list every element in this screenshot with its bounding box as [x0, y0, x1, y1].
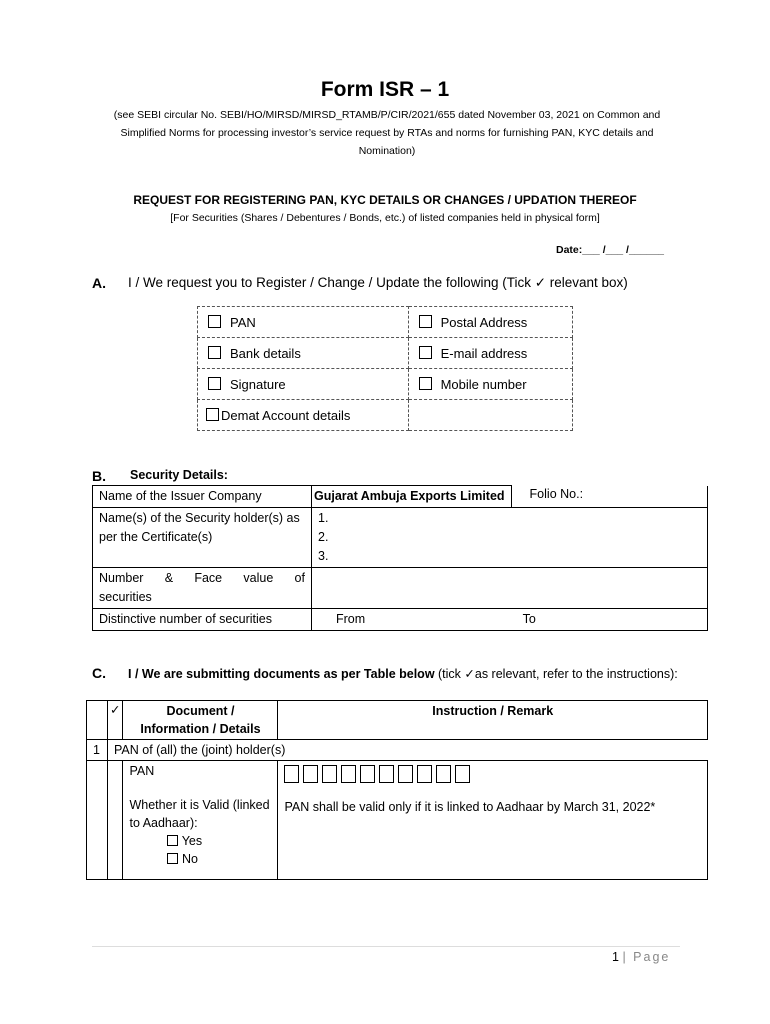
pan-label: PAN	[129, 764, 155, 778]
section-b-letter: B.	[92, 468, 106, 484]
row-blank-cell	[87, 761, 108, 880]
yes-option[interactable]: Yes	[129, 832, 271, 850]
option-empty-cell	[408, 400, 572, 431]
no-option[interactable]: No	[129, 850, 271, 868]
page-footer: 1 | Page	[612, 950, 671, 964]
pan-remark-text: PAN shall be valid only if it is linked to Aadhaar by March 31, 2022*	[284, 800, 656, 814]
checkbox-icon[interactable]	[208, 377, 221, 390]
pan-entry-boxes[interactable]	[284, 765, 701, 788]
option-bank-details[interactable]: Bank details	[198, 338, 409, 369]
folio-field[interactable]: Folio No.:	[511, 486, 707, 508]
remark-column-header: Instruction / Remark	[278, 701, 708, 740]
to-label: To	[522, 612, 536, 626]
section-a-text: I / We request you to Register / Change / Update the following (Tick ✓ relevant box)	[128, 275, 628, 290]
footer-divider	[92, 946, 680, 947]
document-column-header: Document / Information / Details	[123, 701, 278, 740]
checkbox-icon[interactable]	[208, 346, 221, 359]
checkbox-icon[interactable]	[167, 835, 178, 846]
checkbox-icon[interactable]	[167, 853, 178, 864]
valid-question: Whether it is Valid (linked to Aadhaar):	[129, 798, 270, 830]
option-pan[interactable]: PAN	[198, 307, 409, 338]
request-title: REQUEST FOR REGISTERING PAN, KYC DETAILS OR CHANGES / UPDATION THEREOF	[133, 193, 637, 207]
issuer-value[interactable]: Gujarat Ambuja Exports Limited	[312, 486, 512, 508]
option-mobile-number[interactable]: Mobile number	[408, 369, 572, 400]
pan-remark-cell	[278, 761, 708, 880]
documents-table	[86, 700, 708, 880]
holders-value[interactable]	[312, 508, 708, 568]
checkbox-icon[interactable]	[419, 346, 432, 359]
section-b-heading: Security Details:	[130, 468, 228, 482]
pan-details-cell	[123, 761, 278, 880]
row-number: 1	[87, 740, 108, 761]
form-title: Form ISR – 1	[320, 78, 450, 101]
section-c-text: I / We are submitting documents as per Table below (tick ✓as relevant, refer to the instructions):	[128, 667, 678, 681]
request-subtitle: [For Securities (Shares / Debentures / Bonds, etc.) of listed companies held in physical form]	[170, 212, 600, 224]
issuer-label: Name of the Issuer Company	[93, 486, 312, 508]
row-pan-holders-label: PAN of (all) the (joint) holder(s)	[108, 740, 708, 761]
pan-tick-cell[interactable]	[108, 761, 123, 880]
checkbox-icon[interactable]	[206, 408, 219, 421]
number-face-value-label: Number & Face value of securities	[93, 568, 312, 609]
checkbox-icon[interactable]	[419, 377, 432, 390]
option-postal-address[interactable]: Postal Address	[408, 307, 572, 338]
option-email-address[interactable]: E-mail address	[408, 338, 572, 369]
holder-1[interactable]: 1.	[318, 511, 329, 525]
number-face-value-input[interactable]	[312, 568, 708, 609]
holders-label: Name(s) of the Security holder(s) as per the Certificate(s)	[93, 508, 312, 568]
option-demat-account[interactable]: Demat Account details	[198, 400, 409, 431]
date-field[interactable]: Date:___ /___ /______	[556, 244, 664, 256]
tick-column-header: ✓	[108, 701, 123, 740]
holder-3[interactable]: 3.	[318, 549, 329, 563]
section-a-options-table	[197, 306, 573, 431]
distinctive-number-label: Distinctive number of securities	[93, 609, 312, 631]
holder-2[interactable]: 2.	[318, 530, 329, 544]
distinctive-number-input[interactable]	[312, 609, 708, 631]
option-signature[interactable]: Signature	[198, 369, 409, 400]
security-details-table	[92, 485, 708, 631]
section-a-letter: A.	[92, 275, 106, 291]
checkbox-icon[interactable]	[419, 315, 432, 328]
section-c-letter: C.	[92, 665, 106, 681]
from-label: From	[336, 612, 366, 626]
header-blank-cell	[87, 701, 108, 740]
form-subtitle: (see SEBI circular No. SEBI/HO/MIRSD/MIRSD_RTAMB/P/CIR/2021/655 dated November 03, 2021 on Common and Simplified Norms for processing investor’s service request by RTAs and norms for furnishing PAN, KYC details and Nomination)	[113, 109, 661, 157]
checkbox-icon[interactable]	[208, 315, 221, 328]
